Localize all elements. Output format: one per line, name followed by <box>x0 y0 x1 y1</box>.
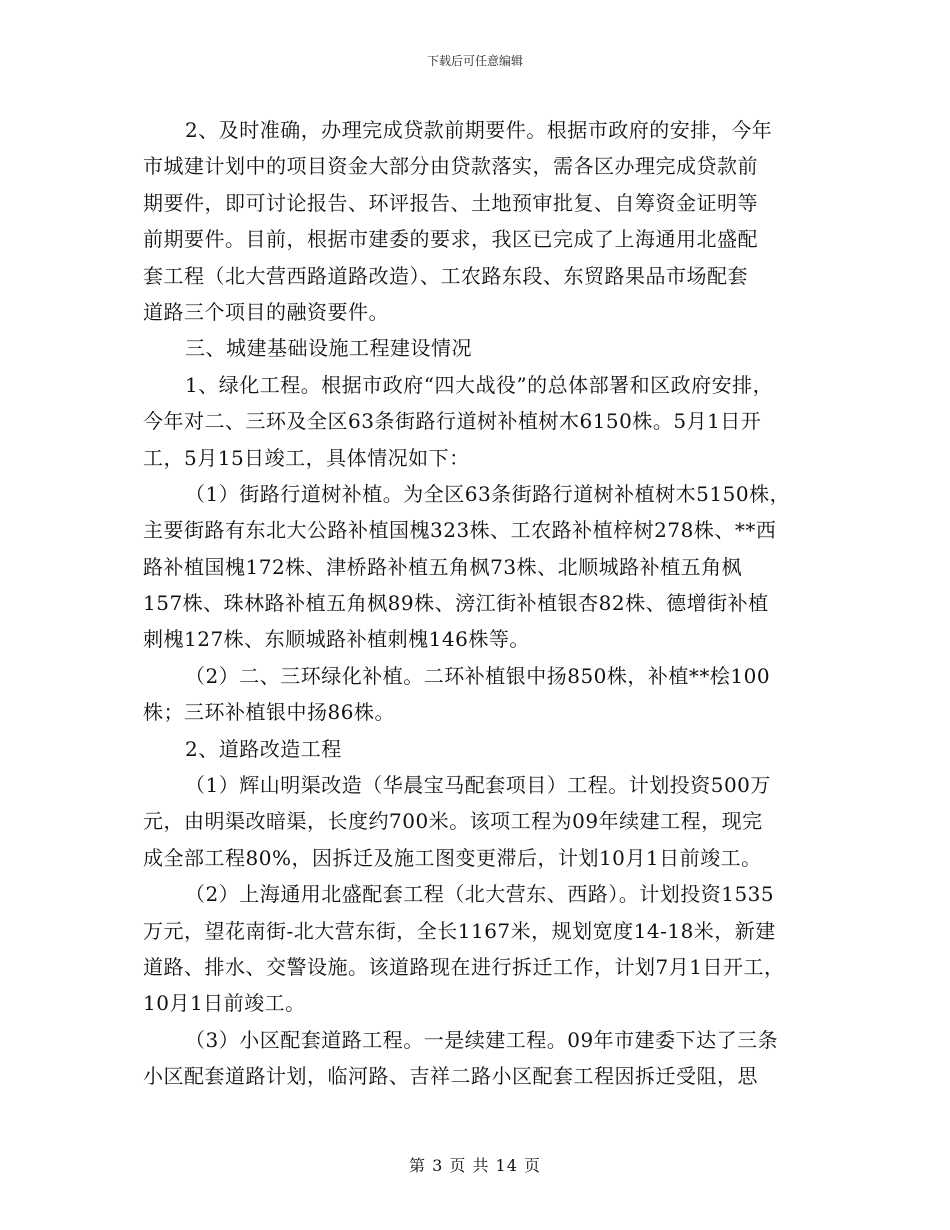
text-line: 157株、珠林路补植五角枫89株、滂江街补植银杏82株、德增街补植 <box>143 591 769 616</box>
text-line: （2）上海通用北盛配套工程（北大营东、西路）。计划投资1535 <box>185 882 775 907</box>
text-line: （2）二、三环绿化补植。二环补植银中扬850株，补植**桧100 <box>185 663 771 688</box>
page-footer: 第 3 页 共 14 页 <box>409 1156 541 1175</box>
subsection-heading: 2、道路改造工程 <box>185 736 342 761</box>
text-line: 套工程（北大营西路道路改造）、工农路东段、东贸路果品市场配套 <box>143 263 748 288</box>
text-line: 今年对二、三环及全区63条街路行道树补植树木6150株。5月1日开 <box>143 409 762 434</box>
text-line: 期要件，即可讨论报告、环评报告、土地预审批复、自筹资金证明等 <box>143 190 758 215</box>
text-line: 主要街路有东北大公路补植国槐323株、工农路补植梓树278株、**西 <box>143 518 777 543</box>
text-line: 10月1日前竣工。 <box>143 991 306 1016</box>
text-line: 市城建计划中的项目资金大部分由贷款落实，需各区办理完成贷款前 <box>143 154 758 179</box>
text-line: 路补植国槐172株、津桥路补植五角枫73株、北顺城路补植五角枫 <box>143 554 743 579</box>
text-line: 株；三环补植银中扬86株。 <box>143 700 395 725</box>
text-line: （1）辉山明渠改造（华晨宝马配套项目）工程。计划投资500万 <box>185 773 771 798</box>
text-line: 小区配套道路计划，临河路、吉祥二路小区配套工程因拆迁受阻，思 <box>143 1064 758 1089</box>
text-line: 刺槐127株、东顺城路补植刺槐146株等。 <box>143 627 530 652</box>
text-line: 万元，望花南街-北大营东街，全长1167米，规划宽度14-18米，新建 <box>143 918 776 943</box>
text-line: 道路、排水、交警设施。该道路现在进行拆迁工作，计划7月1日开工， <box>143 954 785 979</box>
page-header: 下载后可任意编辑 <box>426 54 523 68</box>
section-heading: 三、城建基础设施工程建设情况 <box>185 336 472 361</box>
text-line: 元，由明渠改暗渠，长度约700米。该项工程为09年续建工程，现完 <box>143 809 763 834</box>
text-line: 1、绿化工程。根据市政府“四大战役”的总体部署和区政府安排， <box>185 372 774 397</box>
text-line: 道路三个项目的融资要件。 <box>143 299 389 324</box>
text-line: 2、及时准确，办理完成贷款前期要件。根据市政府的安排，今年 <box>185 118 773 142</box>
text-line: （1）街路行道树补植。为全区63条街路行道树补植树木5150株， <box>185 481 791 506</box>
text-line: 工，5月15日竣工，具体情况如下： <box>143 445 470 470</box>
text-line: 前期要件。目前，根据市建委的要求，我区已完成了上海通用北盛配 <box>143 227 758 252</box>
document-body <box>143 112 813 1095</box>
text-line: （3）小区配套道路工程。一是续建工程。09年市建委下达了三条 <box>185 1027 779 1052</box>
text-line: 成全部工程80%，因拆迁及施工图变更滞后，计划10月1日前竣工。 <box>143 845 762 870</box>
